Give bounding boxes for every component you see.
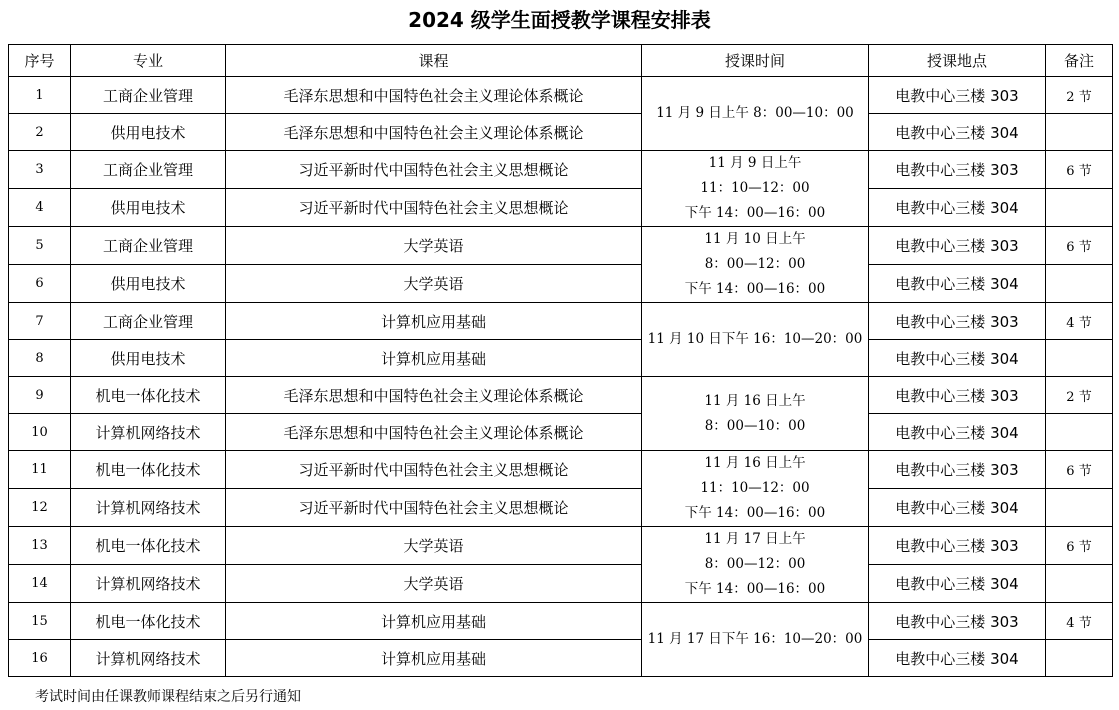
note-cell: 6 节 (1046, 227, 1113, 265)
time-line: 11 月 9 日上午 8：00—10：00 (656, 105, 854, 121)
time-line: 8：00—12：00 (704, 556, 806, 572)
row-number: 14 (9, 565, 71, 603)
major-cell: 供用电技术 (71, 189, 226, 227)
note-cell (1046, 340, 1113, 377)
table-row (9, 114, 1113, 151)
location-cell: 电教中心三楼 304 (869, 189, 1046, 227)
location-cell: 电教中心三楼 304 (869, 114, 1046, 151)
footnote: 考试时间由任课教师课程结束之后另行通知 (35, 689, 301, 705)
location-cell: 电教中心三楼 304 (869, 265, 1046, 303)
major-cell: 供用电技术 (71, 265, 226, 303)
major-cell: 机电一体化技术 (71, 603, 226, 640)
row-number: 6 (9, 265, 71, 303)
time-cell (642, 377, 869, 451)
row-number: 2 (9, 114, 71, 151)
time-line: 11：10—12：00 (700, 480, 810, 496)
location-cell: 电教中心三楼 303 (869, 227, 1046, 265)
time-line: 11 月 17 日下午 16：10—20：00 (647, 631, 863, 647)
time-line: 8：00—12：00 (704, 256, 806, 272)
row-number: 12 (9, 489, 71, 527)
location-cell: 电教中心三楼 303 (869, 527, 1046, 565)
header-note: 备注 (1046, 45, 1113, 77)
time-cell (642, 527, 869, 603)
table-row (9, 489, 1113, 527)
location-cell: 电教中心三楼 303 (869, 151, 1046, 189)
note-cell: 4 节 (1046, 303, 1113, 340)
row-number: 10 (9, 414, 71, 451)
row-number: 4 (9, 189, 71, 227)
course-cell: 大学英语 (226, 265, 642, 303)
course-cell: 计算机应用基础 (226, 340, 642, 377)
row-number: 7 (9, 303, 71, 340)
row-number: 8 (9, 340, 71, 377)
time-line: 11：10—12：00 (700, 180, 810, 196)
time-line: 11 月 10 日上午 (704, 231, 806, 247)
location-cell: 电教中心三楼 304 (869, 414, 1046, 451)
header-time: 授课时间 (642, 45, 869, 77)
note-cell (1046, 414, 1113, 451)
major-cell: 供用电技术 (71, 114, 226, 151)
row-number: 13 (9, 527, 71, 565)
schedule-table (8, 44, 1113, 677)
row-number: 1 (9, 77, 71, 114)
time-line: 下午 14：00—16：00 (684, 505, 826, 521)
table-row (9, 377, 1113, 414)
course-cell: 习近平新时代中国特色社会主义思想概论 (226, 189, 642, 227)
location-cell: 电教中心三楼 303 (869, 451, 1046, 489)
time-cell (642, 77, 869, 151)
time-line: 11 月 9 日上午 (708, 155, 802, 171)
time-line: 下午 14：00—16：00 (684, 205, 826, 221)
location-cell: 电教中心三楼 303 (869, 377, 1046, 414)
time-line: 下午 14：00—16：00 (684, 581, 826, 597)
note-cell (1046, 265, 1113, 303)
table-row (9, 227, 1113, 265)
table-row (9, 77, 1113, 114)
major-cell: 工商企业管理 (71, 151, 226, 189)
course-cell: 大学英语 (226, 227, 642, 265)
major-cell: 工商企业管理 (71, 227, 226, 265)
course-cell: 大学英语 (226, 527, 642, 565)
time-line: 下午 14：00—16：00 (684, 281, 826, 297)
major-cell: 计算机网络技术 (71, 489, 226, 527)
course-cell: 毛泽东思想和中国特色社会主义理论体系概论 (226, 414, 642, 451)
note-cell: 2 节 (1046, 77, 1113, 114)
note-cell (1046, 640, 1113, 677)
course-cell: 计算机应用基础 (226, 640, 642, 677)
header-course: 课程 (226, 45, 642, 77)
course-cell: 大学英语 (226, 565, 642, 603)
row-number: 16 (9, 640, 71, 677)
note-cell (1046, 189, 1113, 227)
course-cell: 毛泽东思想和中国特色社会主义理论体系概论 (226, 114, 642, 151)
row-number: 9 (9, 377, 71, 414)
time-cell (642, 303, 869, 377)
major-cell: 计算机网络技术 (71, 414, 226, 451)
major-cell: 供用电技术 (71, 340, 226, 377)
location-cell: 电教中心三楼 304 (869, 640, 1046, 677)
course-cell: 计算机应用基础 (226, 303, 642, 340)
note-cell: 4 节 (1046, 603, 1113, 640)
time-cell (642, 227, 869, 303)
time-line: 11 月 10 日下午 16：10—20：00 (647, 331, 863, 347)
time-cell (642, 151, 869, 227)
course-cell: 习近平新时代中国特色社会主义思想概论 (226, 451, 642, 489)
table-row (9, 451, 1113, 489)
row-number: 15 (9, 603, 71, 640)
course-cell: 毛泽东思想和中国特色社会主义理论体系概论 (226, 77, 642, 114)
table-row (9, 527, 1113, 565)
table-row (9, 189, 1113, 227)
table-row (9, 340, 1113, 377)
table-row (9, 265, 1113, 303)
page-title: 2024 级学生面授教学课程安排表 (408, 8, 711, 32)
row-number: 3 (9, 151, 71, 189)
row-number: 5 (9, 227, 71, 265)
note-cell: 6 节 (1046, 451, 1113, 489)
time-cell (642, 451, 869, 527)
row-number: 11 (9, 451, 71, 489)
note-cell: 2 节 (1046, 377, 1113, 414)
note-cell (1046, 565, 1113, 603)
time-cell (642, 603, 869, 677)
major-cell: 计算机网络技术 (71, 640, 226, 677)
location-cell: 电教中心三楼 304 (869, 340, 1046, 377)
table-row (9, 303, 1113, 340)
header-location: 授课地点 (869, 45, 1046, 77)
table-row (9, 640, 1113, 677)
table-row (9, 414, 1113, 451)
major-cell: 机电一体化技术 (71, 527, 226, 565)
major-cell: 工商企业管理 (71, 303, 226, 340)
note-cell (1046, 114, 1113, 151)
location-cell: 电教中心三楼 304 (869, 489, 1046, 527)
location-cell: 电教中心三楼 303 (869, 303, 1046, 340)
course-cell: 习近平新时代中国特色社会主义思想概论 (226, 151, 642, 189)
location-cell: 电教中心三楼 303 (869, 77, 1046, 114)
note-cell: 6 节 (1046, 151, 1113, 189)
table-row (9, 565, 1113, 603)
time-line: 11 月 16 日上午 (704, 455, 806, 471)
header-no: 序号 (9, 45, 71, 77)
course-cell: 毛泽东思想和中国特色社会主义理论体系概论 (226, 377, 642, 414)
location-cell: 电教中心三楼 303 (869, 603, 1046, 640)
time-line: 11 月 16 日上午 (704, 392, 806, 409)
header-row (9, 45, 1113, 77)
header-major: 专业 (71, 45, 226, 77)
note-cell: 6 节 (1046, 527, 1113, 565)
location-cell: 电教中心三楼 304 (869, 565, 1046, 603)
table-row (9, 151, 1113, 189)
table-row (9, 603, 1113, 640)
major-cell: 机电一体化技术 (71, 377, 226, 414)
course-cell: 计算机应用基础 (226, 603, 642, 640)
major-cell: 计算机网络技术 (71, 565, 226, 603)
course-cell: 习近平新时代中国特色社会主义思想概论 (226, 489, 642, 527)
major-cell: 工商企业管理 (71, 77, 226, 114)
time-line: 8：00—10：00 (704, 417, 806, 434)
major-cell: 机电一体化技术 (71, 451, 226, 489)
note-cell (1046, 489, 1113, 527)
time-line: 11 月 17 日上午 (704, 531, 806, 547)
